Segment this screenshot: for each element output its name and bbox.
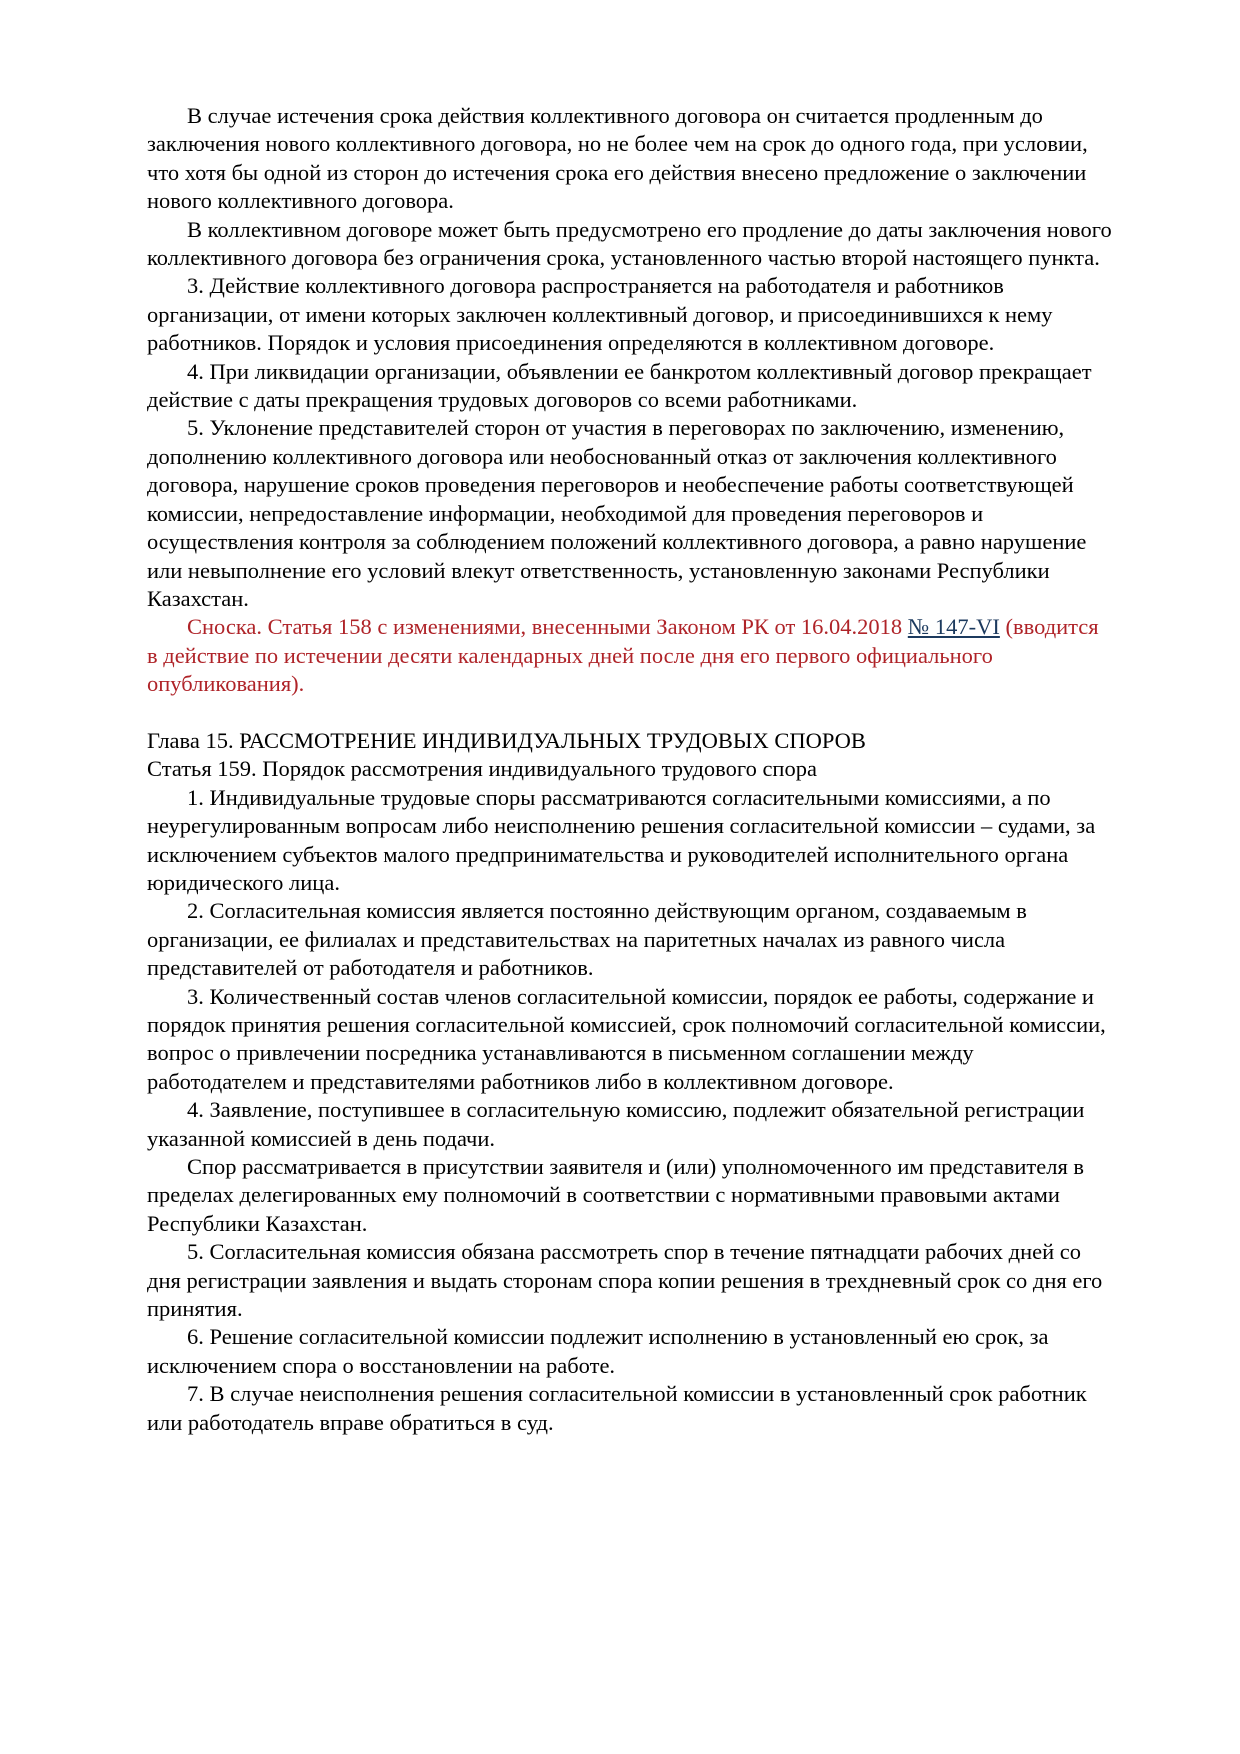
article-159-point-7: 7. В случае неисполнения решения согласительной комиссии в установленный срок работник или работодатель вправе обратиться в суд. (147, 1381, 1087, 1435)
article-158-point-5: 5. Уклонение представителей сторон от участия в переговорах по заключению, изменению, дополнению коллективного договора или необоснованный отказ от заключения коллективного договора, нарушение сроков проведения переговоров и необеспечение работы соответствующей комиссии, непредоставление информации, необходимой для проведения переговоров и осуществления контроля за соблюдением положений коллективного договора, а равно нарушение или невыполнение его условий влекут ответственность, установленную законами Республики Казахстан. (147, 415, 1087, 611)
article-158-point-4: 4. При ликвидации организации, объявлении ее банкротом коллективный договор прекращает действие с даты прекращения трудовых договоров со всеми работниками. (147, 358, 1092, 413)
article-158-point-3: 3. Действие коллективного договора распространяется на работодателя и работников организации, от имени которых заключен коллективный договор, и присоединившихся к нему работников. Порядок и условия присоединения определяются в коллективном договоре. (147, 273, 1053, 356)
document-text-block (147, 102, 1112, 1437)
article-158-paragraph-extension: В случае истечения срока действия коллективного договора он считается продленным до заключения нового коллективного договора, но не более чем на срок до одного года, при условии, что хотя бы одной из сторон до истечения срока его действия внесено предложение о заключении нового коллективного договора. (147, 103, 1088, 214)
article-159-heading: Статья 159. Порядок рассмотрения индивидуального трудового спора (147, 756, 817, 782)
article-159-point-4: 4. Заявление, поступившее в согласительную комиссию, подлежит обязательной регистрации указанной комиссией в день подачи. (147, 1097, 1085, 1151)
article-158-paragraph-prolongation: В коллективном договоре может быть предусмотрено его продление до даты заключения нового коллективного договора без ограничения срока, установленного частью второй настоящего пункта. (147, 216, 1112, 271)
article-159-point-6: 6. Решение согласительной комиссии подлежит исполнению в установленный ею срок, за исключением спора о восстановлении на работе. (147, 1324, 1049, 1378)
article-159-point-5: 5. Согласительная комиссия обязана рассмотреть спор в течение пятнадцати рабочих дней со дня регистрации заявления и выдать сторонам спора копии решения в трехдневный срок со дня его принятия. (147, 1239, 1103, 1322)
footnote-lead-text: Сноска. Статья 158 с изменениями, внесенными Законом РК от 16.04.2018 (187, 614, 908, 640)
article-159-point-2: 2. Согласительная комиссия является постоянно действующим органом, создаваемым в организации, ее филиалах и представительствах на паритетных началах из равного числа представителей от работодателя и работников. (147, 898, 1027, 981)
blank-line-separator (147, 699, 1112, 727)
footnote-article-158 (147, 613, 1112, 698)
footnote-tail-text: (вводится в действие по истечении десяти календарных дней после дня его первого официального опубликования). (147, 614, 1099, 697)
article-159-point-3: 3. Количественный состав членов согласительной комиссии, порядок ее работы, содержание и порядок принятия решения согласительной комиссией, срок полномочий согласительной комиссии, вопрос о привлечении посредника устанавливаются в письменном соглашении между работодателем и представителями работников либо в коллективном договоре. (147, 983, 1106, 1094)
chapter-15-heading: Глава 15. РАССМОТРЕНИЕ ИНДИВИДУАЛЬНЫХ ТРУДОВЫХ СПОРОВ (147, 727, 866, 753)
article-159-point-1: 1. Индивидуальные трудовые споры рассматриваются согласительными комиссиями, а по неурегулированным вопросам либо неисполнению решения согласительной комиссии – судами, за исключением субъектов малого предпринимательства и руководителей исполнительного органа юридического лица. (147, 784, 1096, 895)
law-147-vi-link[interactable]: № 147-VI (907, 614, 1000, 640)
article-159-point-4-continuation: Спор рассматривается в присутствии заявителя и (или) уполномоченного им представителя в пределах делегированных ему полномочий в соответствии с нормативными правовыми актами Республики Казахстан. (147, 1154, 1085, 1236)
